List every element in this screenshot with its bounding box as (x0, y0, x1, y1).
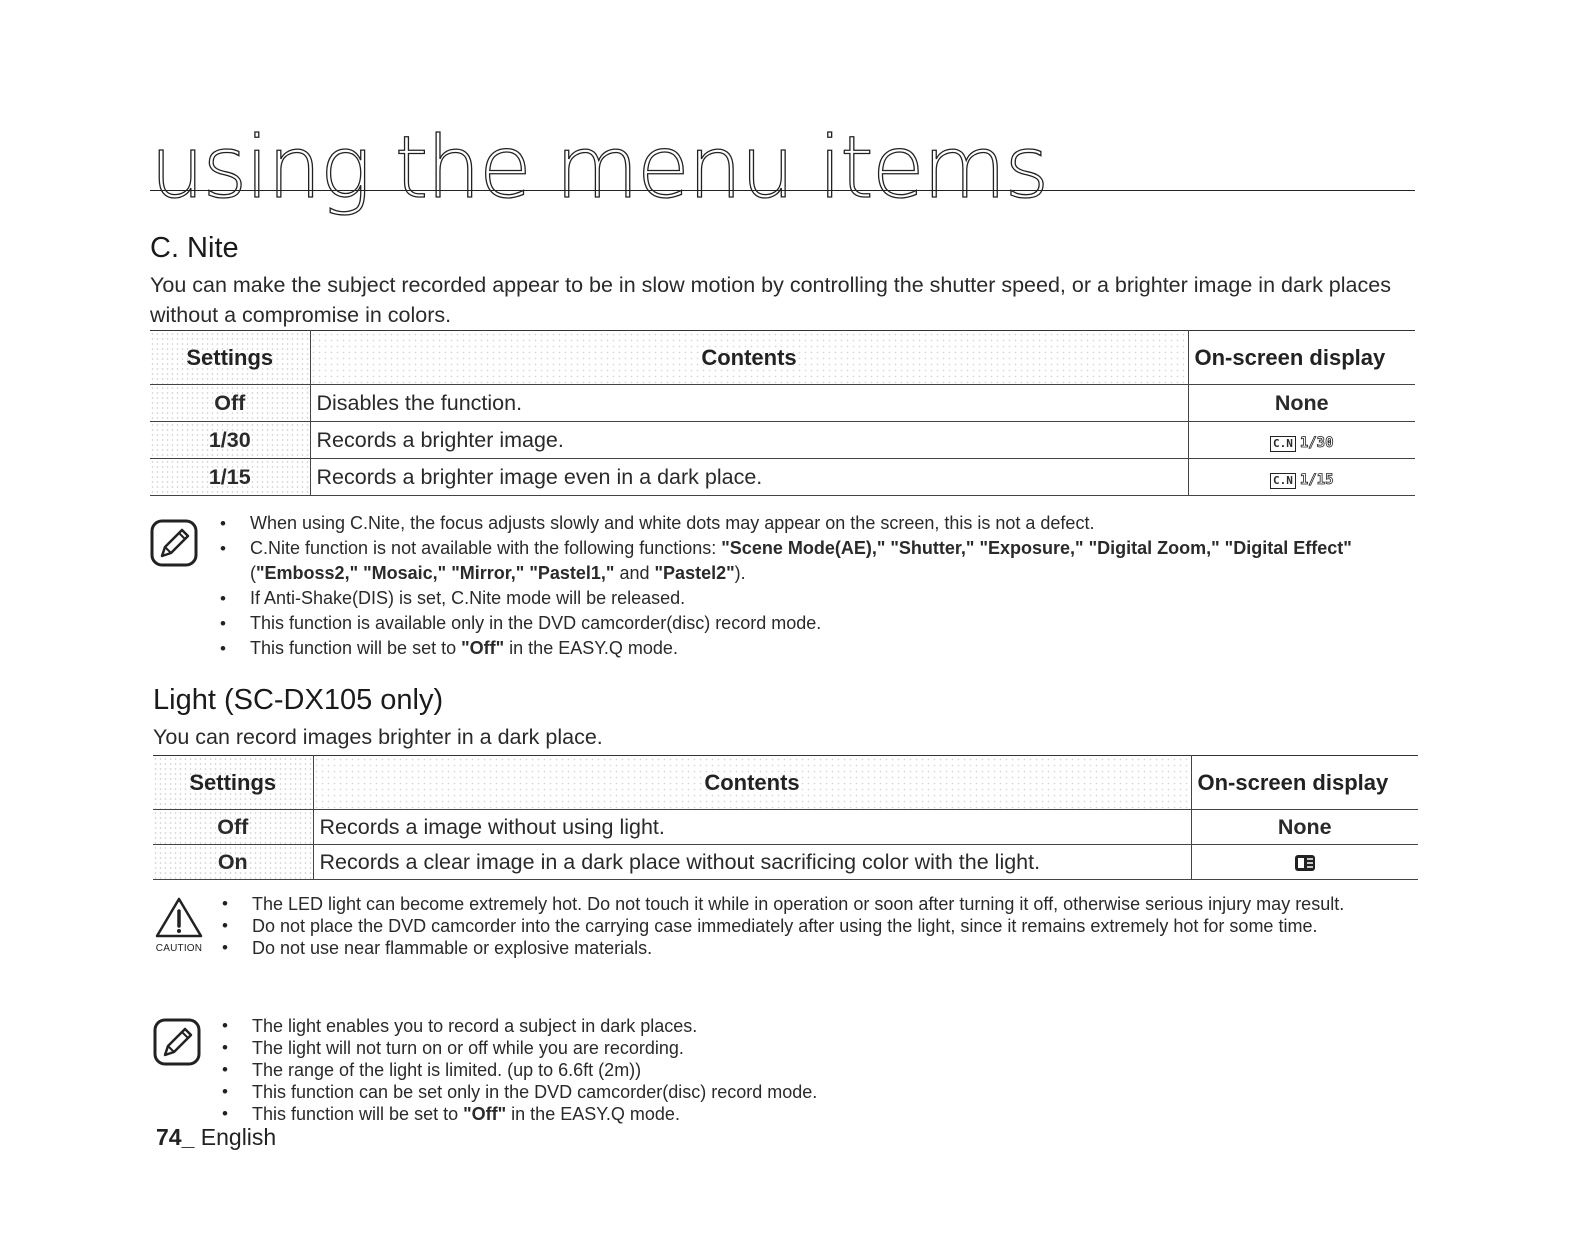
contents-cell: Records a brighter image. (310, 422, 1188, 459)
contents-cell: Records a clear image in a dark place without sacrificing color with the light. (313, 845, 1191, 880)
setting-cell: 1/15 (150, 459, 310, 496)
cnite-notes (216, 511, 1416, 661)
caution-label: CAUTION (155, 943, 203, 954)
list-item: • The LED light can become extremely hot. Do not touch it while in operation or soon after turning it off, otherwise serious injury may result. (218, 893, 1418, 915)
light-intro: You can record images brighter in a dark place. (153, 725, 603, 749)
table-header-row (150, 331, 1415, 385)
page-title: using the menu items (150, 118, 1048, 218)
cnite-osd-icon (1270, 436, 1334, 452)
col-header-contents: Contents (313, 756, 1191, 810)
osd-badge: C.N (1270, 436, 1296, 452)
list-item: • Do not use near flammable or explosive materials. (218, 937, 1418, 959)
osd-value: 1/15 (1299, 471, 1334, 488)
note-pencil-icon (153, 1018, 201, 1066)
display-cell (1188, 422, 1415, 459)
table-header-row (153, 756, 1418, 810)
caution-triangle-icon (154, 896, 204, 940)
cnite-osd-icon (1270, 473, 1334, 489)
table-row (150, 459, 1415, 496)
list-item: • This function will be set to "Off" in the EASY.Q mode. (216, 636, 1416, 661)
light-heading: Light (SC-DX105 only) (153, 684, 444, 716)
col-header-display: On-screen display (1188, 331, 1415, 385)
list-item: • C.Nite function is not available with the following functions: "Scene Mode(AE)," "Shutter," "Exposure," "Digital Zoom," "Digital Effect" ("Emboss2," "Mosaic," "Mirror," "Pastel1," and "Pastel2"). (216, 536, 1416, 586)
table-row (153, 810, 1418, 845)
table-row (150, 422, 1415, 459)
table-row (153, 845, 1418, 880)
osd-badge: C.N (1270, 473, 1296, 489)
col-header-contents: Contents (310, 331, 1188, 385)
title-rule (150, 190, 1415, 191)
light-table (153, 755, 1418, 880)
contents-cell: Records a brighter image even in a dark place. (310, 459, 1188, 496)
light-on-icon (1293, 853, 1317, 873)
setting-cell: Off (150, 385, 310, 422)
display-cell (1188, 459, 1415, 496)
page-footer (156, 1124, 276, 1151)
page-language: English (200, 1124, 277, 1150)
list-item: • The light enables you to record a subject in dark places. (218, 1015, 1418, 1037)
setting-cell: On (153, 845, 313, 880)
list-item: • When using C.Nite, the focus adjusts slowly and white dots may appear on the screen, this is not a defect. (216, 511, 1416, 536)
cnite-table (150, 330, 1415, 496)
light-cautions (218, 893, 1418, 959)
light-notes (218, 1015, 1418, 1125)
col-header-display: On-screen display (1191, 756, 1418, 810)
col-header-settings: Settings (150, 331, 310, 385)
list-item: • If Anti-Shake(DIS) is set, C.Nite mode will be released. (216, 586, 1416, 611)
list-item: • This function will be set to "Off" in the EASY.Q mode. (218, 1103, 1418, 1125)
contents-cell: Disables the function. (310, 385, 1188, 422)
caution-block (152, 896, 206, 954)
list-item: • This function can be set only in the DVD camcorder(disc) record mode. (218, 1081, 1418, 1103)
note-pencil-icon (150, 519, 198, 567)
setting-cell: Off (153, 810, 313, 845)
contents-cell: Records a image without using light. (313, 810, 1191, 845)
list-item: • The range of the light is limited. (up to 6.6ft (2m)) (218, 1059, 1418, 1081)
setting-cell: 1/30 (150, 422, 310, 459)
page-number: 74_ (156, 1124, 195, 1150)
table-row (150, 385, 1415, 422)
cnite-intro: You can make the subject recorded appear to be in slow motion by controlling the shutter speed, or a brighter image in dark places without a compromise in colors. (150, 273, 1391, 327)
col-header-settings: Settings (153, 756, 313, 810)
osd-value: 1/30 (1299, 434, 1334, 451)
display-cell (1191, 845, 1418, 880)
cnite-heading: C. Nite (150, 232, 239, 264)
list-item: • This function is available only in the DVD camcorder(disc) record mode. (216, 611, 1416, 636)
display-cell: None (1188, 385, 1415, 422)
display-cell: None (1191, 810, 1418, 845)
list-item: • The light will not turn on or off while you are recording. (218, 1037, 1418, 1059)
list-item: • Do not place the DVD camcorder into the carrying case immediately after using the light, since it remains extremely hot for some time. (218, 915, 1418, 937)
